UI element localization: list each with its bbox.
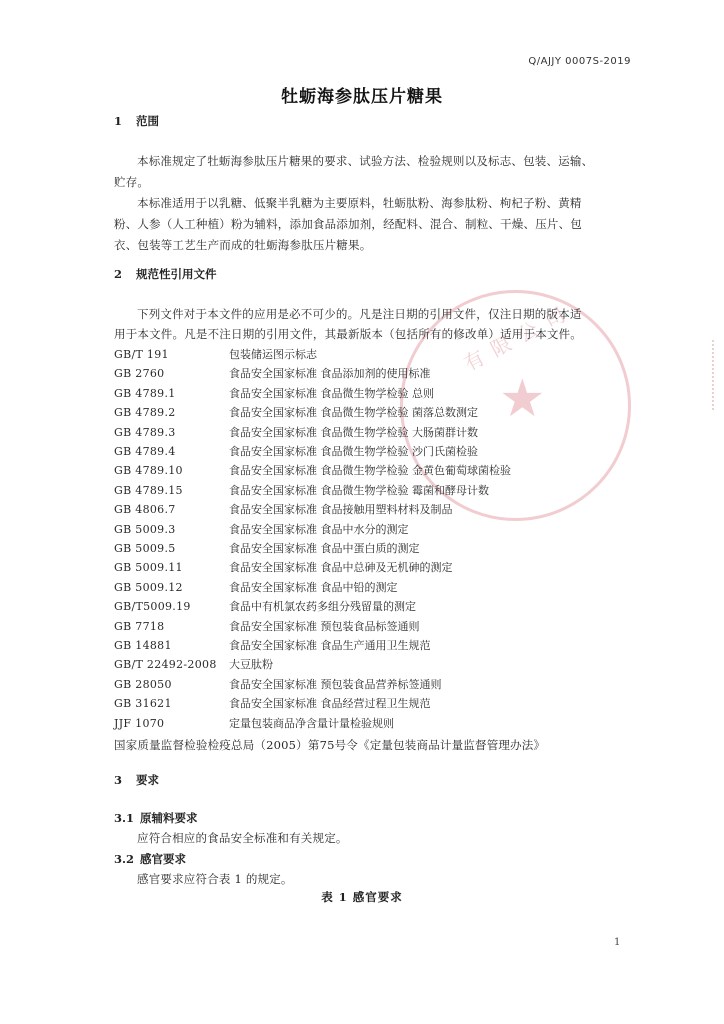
- document-title: 牡蛎海参肽压片糖果: [281, 87, 443, 107]
- section-1-heading: [114, 113, 159, 129]
- section-number: 3: [114, 773, 123, 787]
- reference-row: [114, 482, 489, 498]
- subsection-3-2-text: 感官要求应符合表 1 的规定。: [137, 872, 293, 886]
- standard-code: Q/AJJY 0007S-2019: [528, 56, 631, 67]
- reference-title: 食品中有机氯农药多组分残留量的测定: [229, 600, 416, 614]
- subsection-number: 3.1: [114, 811, 135, 825]
- reference-row: [114, 559, 453, 575]
- reference-row: [114, 637, 431, 653]
- reference-row: [114, 579, 398, 595]
- reference-code: GB 5009.11: [114, 561, 183, 575]
- reference-row: [114, 385, 434, 401]
- reference-title: 食品安全国家标准 食品中水分的测定: [229, 522, 409, 536]
- reference-title: 食品安全国家标准 食品生产通用卫生规范: [229, 639, 431, 652]
- table-caption: 表 1 感官要求: [321, 890, 403, 904]
- reference-code: GB 4789.10: [114, 464, 183, 478]
- decree-reference: 国家质量监督检验检疫总局（2005）第75号令《定量包装商品计量监督管理办法》: [114, 738, 546, 752]
- subsection-3-1-heading: [114, 810, 198, 826]
- reference-title: 食品安全国家标准 食品添加剂的使用标准: [229, 367, 431, 381]
- reference-code: GB 4789.4: [114, 445, 176, 458]
- reference-code: JJF 1070: [114, 716, 165, 730]
- reference-title: 包装储运图示标志: [229, 348, 317, 361]
- reference-code: GB 31621: [114, 697, 172, 711]
- scope-para2-line3: 衣、包装等工艺生产而成的牡蛎海参肽压片糖果。: [114, 238, 372, 252]
- normative-intro-line2: 用于本文件。凡是不注日期的引用文件，其最新版本（包括所有的修改单）适用于本文件。: [114, 327, 582, 341]
- seal-lettering: 有 限 公 司: [459, 301, 571, 376]
- reference-code: GB/T5009.19: [114, 600, 191, 614]
- reference-title: 食品安全国家标准 预包装食品营养标签通则: [229, 677, 442, 691]
- reference-title: 食品安全国家标准 预包装食品标签通则: [229, 619, 420, 633]
- reference-row: [114, 501, 453, 517]
- subsection-title: 原辅料要求: [140, 811, 198, 825]
- reference-code: GB 14881: [114, 639, 172, 652]
- reference-title: 食品安全国家标准 食品中铅的测定: [229, 580, 398, 594]
- seal-star-icon: ★: [499, 369, 546, 429]
- subsection-title: 感官要求: [140, 852, 186, 866]
- reference-row: [114, 365, 431, 381]
- reference-code: GB 4789.1: [114, 386, 176, 400]
- subsection-number: 3.2: [114, 852, 135, 866]
- reference-row: [114, 656, 273, 672]
- reference-row: [114, 598, 416, 614]
- binding-edge-mark: [712, 340, 720, 410]
- reference-title: 食品安全国家标准 食品中总砷及无机砷的测定: [229, 561, 453, 575]
- reference-row: [114, 462, 511, 478]
- section-title: 范围: [136, 114, 159, 128]
- section-number: 1: [114, 114, 123, 128]
- reference-code: GB 5009.3: [114, 522, 176, 536]
- reference-code: GB 4789.15: [114, 483, 183, 497]
- reference-title: 食品安全国家标准 食品微生物学检验 总则: [229, 386, 434, 400]
- reference-title: 定量包装商品净含量计量检验规则: [229, 716, 394, 730]
- reference-title: 食品安全国家标准 食品经营过程卫生规范: [229, 697, 431, 711]
- reference-row: [114, 404, 478, 420]
- reference-code: GB 28050: [114, 677, 172, 691]
- reference-row: [114, 695, 431, 711]
- reference-row: [114, 443, 478, 459]
- reference-code: GB 7718: [114, 619, 165, 633]
- reference-code: GB 5009.12: [114, 580, 183, 594]
- reference-code: GB 4789.3: [114, 425, 176, 439]
- reference-title: 食品安全国家标准 食品微生物学检验 霉菌和酵母计数: [229, 483, 489, 497]
- reference-row: [114, 540, 420, 556]
- reference-row: [114, 424, 478, 440]
- reference-code: GB/T 22492-2008: [114, 658, 217, 672]
- scope-para1-line1: 本标准规定了牡蛎海参肽压片糖果的要求、试验方法、检验规则以及标志、包装、运输、: [137, 154, 594, 168]
- reference-code: GB/T 191: [114, 348, 169, 361]
- reference-title: 食品安全国家标准 食品微生物学检验 菌落总数测定: [229, 406, 478, 420]
- scope-para1-line2: 贮存。: [114, 175, 150, 189]
- reference-code: GB 2760: [114, 367, 165, 381]
- reference-row: [114, 521, 409, 537]
- reference-row: [114, 618, 420, 634]
- reference-title: 大豆肽粉: [229, 658, 273, 672]
- reference-title: 食品安全国家标准 食品接触用塑料材料及制品: [229, 503, 453, 517]
- reference-title: 食品安全国家标准 食品微生物学检验 大肠菌群计数: [229, 425, 478, 439]
- reference-row: [114, 346, 317, 362]
- section-title: 要求: [136, 773, 159, 787]
- reference-row: [114, 676, 442, 692]
- reference-title: 食品安全国家标准 食品中蛋白质的测定: [229, 542, 420, 555]
- scope-para2-line1: 本标准适用于以乳糖、低聚半乳糖为主要原料，牡蛎肽粉、海参肽粉、枸杞子粉、黄精: [137, 196, 582, 210]
- subsection-3-2-heading: [114, 851, 186, 867]
- reference-title: 食品安全国家标准 食品微生物学检验 沙门氏菌检验: [229, 445, 478, 458]
- section-3-heading: [114, 772, 159, 788]
- reference-code: GB 4789.2: [114, 406, 176, 420]
- section-2-heading: [114, 266, 217, 282]
- section-number: 2: [114, 267, 123, 281]
- reference-code: GB 4806.7: [114, 503, 176, 517]
- reference-row: [114, 715, 394, 731]
- reference-title: 食品安全国家标准 食品微生物学检验 金黄色葡萄球菌检验: [229, 464, 511, 478]
- scope-para2-line2: 粉、人参（人工种植）粉为辅料，添加食品添加剂，经配料、混合、制粒、干燥、压片、包: [114, 217, 582, 231]
- normative-intro-line1: 下列文件对于本文件的应用是必不可少的。凡是注日期的引用文件，仅注日期的版本适: [137, 307, 582, 321]
- page-number: 1: [614, 937, 621, 948]
- section-title: 规范性引用文件: [136, 267, 217, 281]
- subsection-3-1-text: 应符合相应的食品安全标准和有关规定。: [137, 831, 348, 845]
- reference-code: GB 5009.5: [114, 542, 176, 555]
